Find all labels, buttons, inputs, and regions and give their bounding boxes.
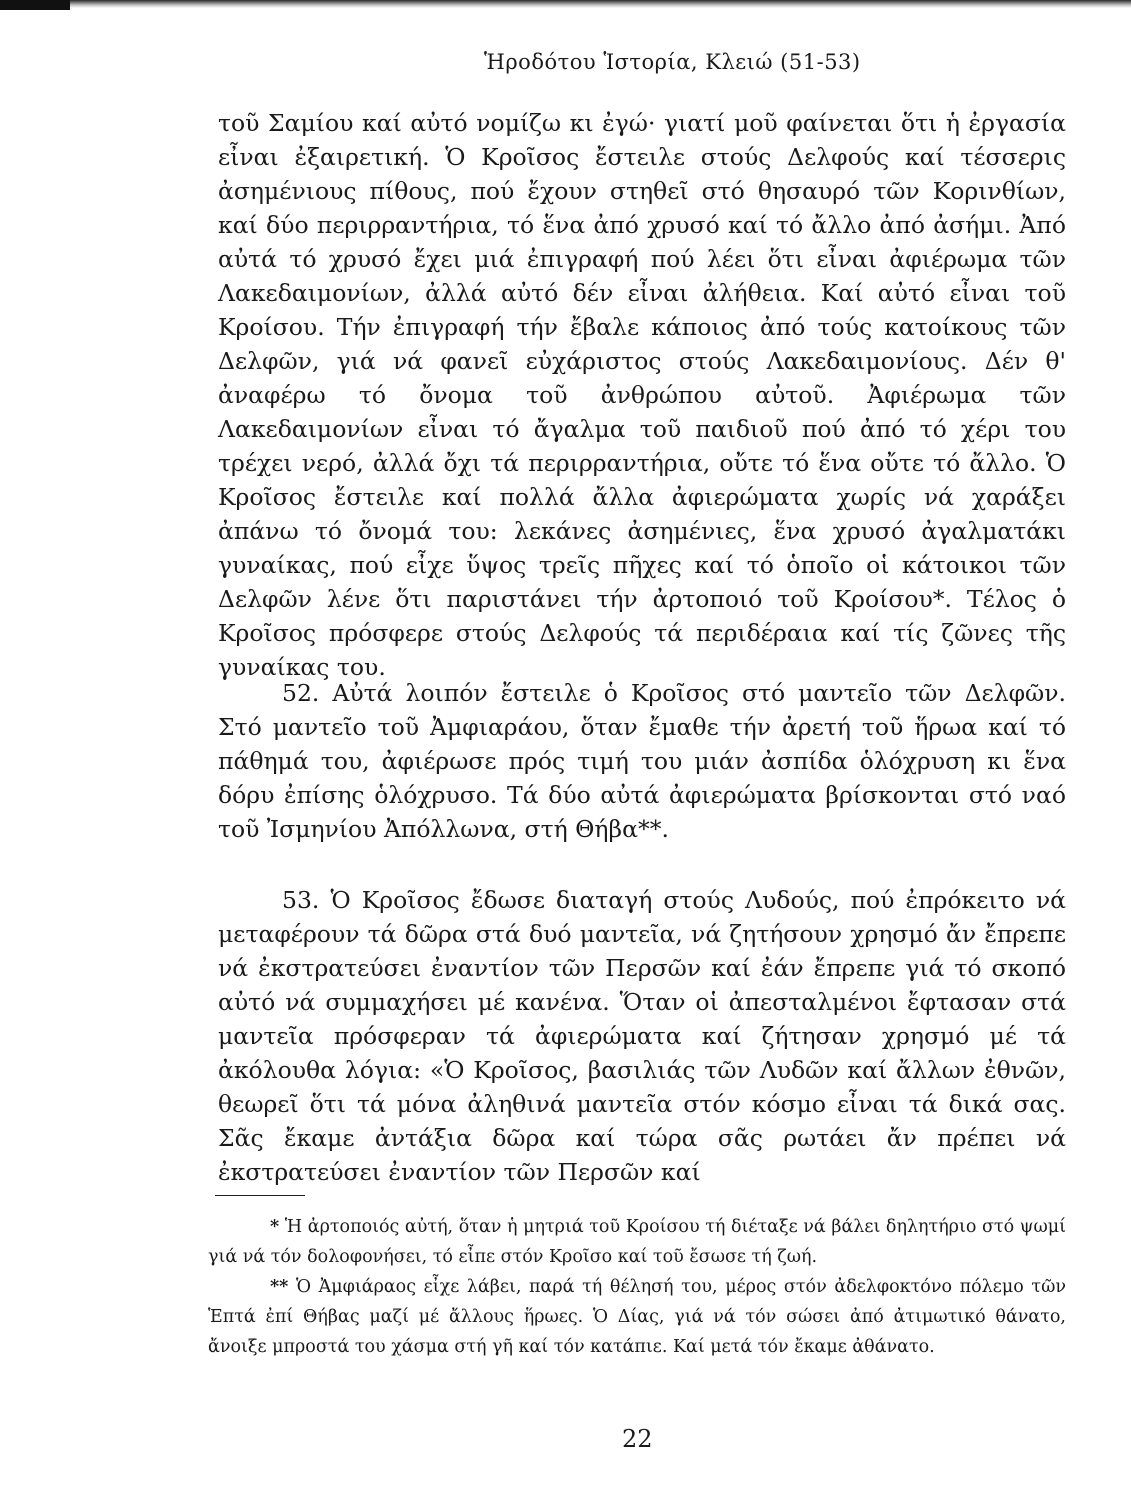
scan-corner-shadow <box>0 0 70 10</box>
section-number-53: 53. <box>282 886 320 914</box>
footnote-1 <box>208 1212 1066 1272</box>
paragraph-51-continuation: τοῦ Σαμίου καί αὐτό νομίζω κι ἐγώ· γιατί μοῦ φαίνεται ὅτι ἡ ἐργασία εἶναι ἐξαιρετική. Ὁ Κροῖσος ἔστειλε στούς Δελφούς καί τέσσερις ἀσημένιους πίθους, πού ἔχουν στηθεῖ στό θησαυρό τῶν Κορινθίων, καί δύο περιρραντήρια, τό ἕνα ἀπό χρυσό καί τό ἄλλο ἀπό ἀσήμι. Ἀπό αὐτά τό χρυσό ἔχει μιά ἐπιγραφή πού λέει ὅτι εἶναι ἀφιέρωμα τῶν Λακεδαιμονίων, ἀλλά αὐτό δέν εἶναι ἀλήθεια. Καί αὐτό εἶναι τοῦ Κροίσου. Τήν ἐπιγραφή τήν ἔβαλε κάποιος ἀπό τούς κατοίκους τῶν Δελφῶν, γιά νά φανεῖ εὐχάριστος στούς Λακεδαιμονίους. Δέν θ' ἀναφέρω τό ὄνομα τοῦ ἀνθρώπου αὐτοῦ. Ἀφιέρωμα τῶν Λακεδαιμονίων εἶναι τό ἄγαλμα τοῦ παιδιοῦ πού ἀπό τό χέρι του τρέχει νερό, ἀλλά ὄχι τά περιρραντήρια, οὔτε τό ἕνα οὔτε τό ἄλλο. Ὁ Κροῖσος ἔστειλε καί πολλά ἄλλα ἀφιερώματα χωρίς νά χαράξει ἀπάνω τό ὄνομά του: λεκάνες ἀσημένιες, ἕνα χρυσό ἀγαλματάκι γυναίκας, πού εἶχε ὕψος τρεῖς πῆχες καί τό ὁποῖο οἱ κάτοικοι τῶν Δελφῶν λένε ὅτι παριστάνει τήν ἀρτοποιό τοῦ Κροίσου*. Τέλος ὁ Κροῖσος πρόσφερε στούς Δελφούς τά περιδέραια καί τίς ζῶνες τῆς γυναίκας του. <box>218 109 1066 681</box>
footnote-2-text: Ὁ Ἀμφιάραος εἶχε λάβει, παρά τή θέλησή του, μέρος στόν ἀδελφοκτόνο πόλεμο τῶν Ἑπτά ἐπί Θήβας μαζί μέ ἄλλους ἥρωες. Ὁ Δίας, γιά νά τόν σώσει ἀπό ἀτιμωτικό θάνατο, ἄνοιξε μπροστά του χάσμα στή γῆ καί τόν κατάπιε. Καί μετά τόν ἔκαμε ἀθάνατο. <box>208 1277 1066 1357</box>
paragraph-52 <box>218 676 1066 846</box>
footnotes <box>208 1212 1066 1362</box>
paragraph-53-text: Ὁ Κροῖσος ἔδωσε διαταγή στούς Λυδούς, πού ἐπρόκειτο νά μεταφέρουν τά δῶρα στά δυό μαντεῖα, νά ζητήσουν χρησμό ἄν ἔπρεπε νά ἐκστρατεύσει ἐναντίον τῶν Περσῶν καί ἐάν ἔπρεπε γιά τό σκοπό αὐτό νά συμμαχήσει μέ κανένα. Ὅταν οἱ ἀπεσταλμένοι ἔφτασαν στά μαντεῖα πρόσφεραν τά ἀφιερώματα καί ζήτησαν χρησμό μέ τά ἀκόλουθα λόγια: «Ὁ Κροῖσος, βασιλιάς τῶν Λυδῶν καί ἄλλων ἐθνῶν, θεωρεῖ ὅτι τά μόνα ἀληθινά μαντεῖα στόν κόσμο εἶναι τά δικά σας. Σᾶς ἔκαμε ἀντάξια δῶρα καί τώρα σᾶς ρωτάει ἄν πρέπει νά ἐκστρατεύσει ἐναντίον τῶν Περσῶν καί <box>218 886 1066 1186</box>
running-head: Ἡροδότου Ἱστορία, Κλειώ (51-53) <box>484 50 861 74</box>
paragraph-52-text: Αὐτά λοιπόν ἔστειλε ὁ Κροῖσος στό μαντεῖο τῶν Δελφῶν. Στό μαντεῖο τοῦ Ἀμφιαράου, ὅταν ἔμαθε τήν ἀρετή τοῦ ἥρωα καί τό πάθημά του, ἀφιέρωσε πρός τιμή του μιάν ἀσπίδα ὁλόχρυση κι ἕνα δόρυ ἐπίσης ὁλόχρυσο. Τά δύο αὐτά ἀφιερώματα βρίσκονται στό ναό τοῦ Ἰσμηνίου Ἀπόλλωνα, στή Θήβα**. <box>218 679 1066 843</box>
footnote-1-mark: * <box>270 1217 280 1237</box>
footnote-2 <box>208 1272 1066 1362</box>
footnote-2-mark: ** <box>270 1277 289 1297</box>
section-number-52: 52. <box>282 679 320 707</box>
footnote-divider <box>215 1195 305 1196</box>
scan-top-edge <box>0 0 1131 8</box>
paragraph-53 <box>218 883 1066 1189</box>
page-number: 22 <box>622 1425 653 1453</box>
footnote-1-text: Ἡ ἀρτοποιός αὐτή, ὅταν ἡ μητριά τοῦ Κροίσου τή διέταξε νά βάλει δηλητήριο στό ψωμί γιά νά τόν δολοφονήσει, τό εἶπε στόν Κροῖσο καί τοῦ ἔσωσε τή ζωή. <box>208 1217 1066 1267</box>
